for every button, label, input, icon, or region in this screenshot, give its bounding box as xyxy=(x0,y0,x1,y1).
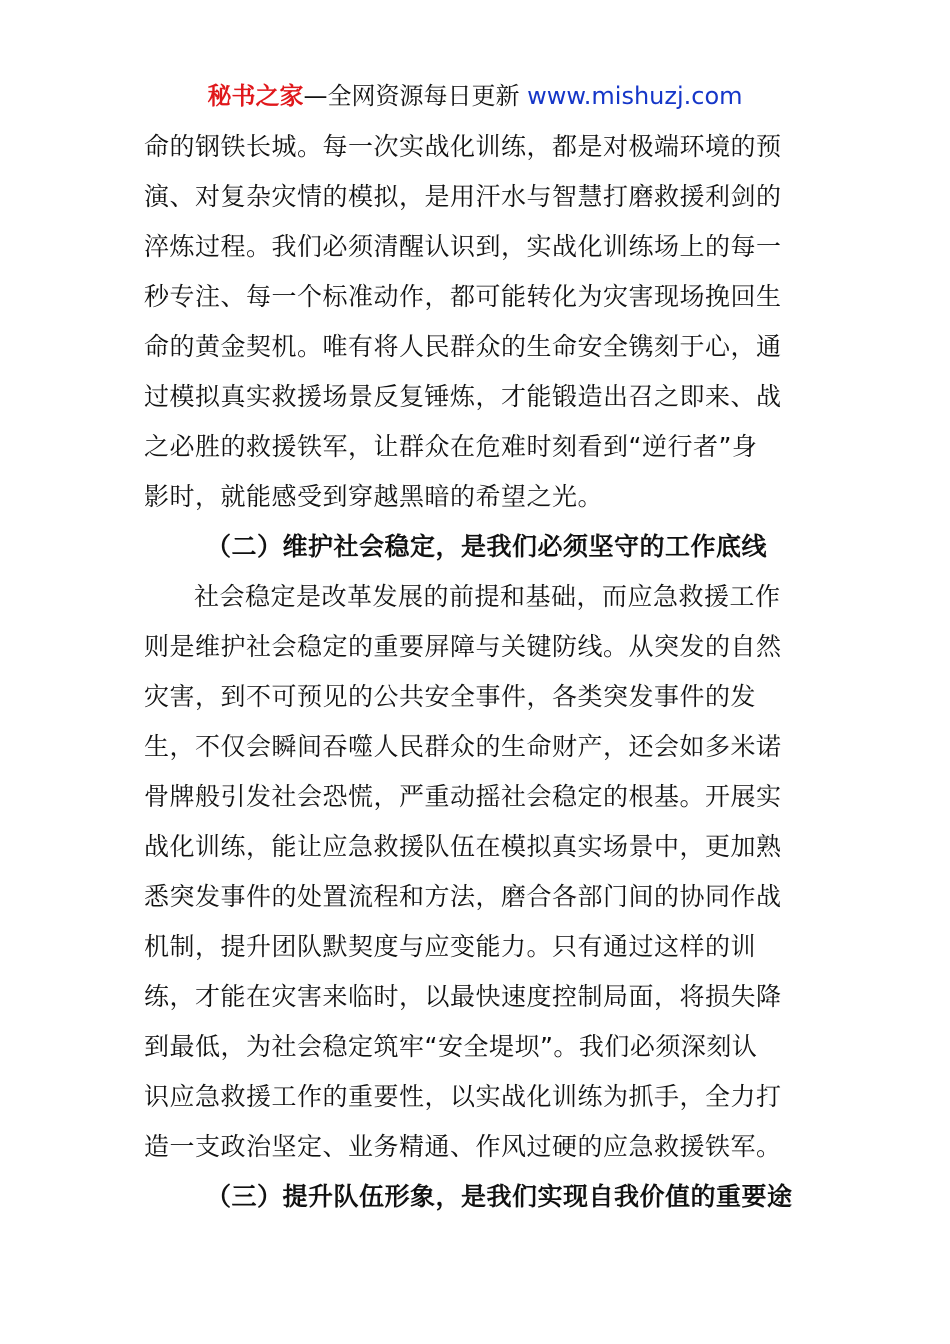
site-slogan: —全网资源每日更新 xyxy=(303,82,528,110)
paragraph-line: 悉突发事件的处置流程和方法，磨合各部门间的协同作战 xyxy=(144,882,782,911)
paragraph-line: 灾害，到不可预见的公共安全事件，各类突发事件的发 xyxy=(144,682,757,711)
paragraph-line: 练，才能在灾害来临时，以最快速度控制局面，将损失降 xyxy=(144,982,782,1011)
site-brand: 秘书之家 xyxy=(207,82,304,110)
paragraph-line: 命的黄金契机。唯有将人民群众的生命安全镌刻于心，通 xyxy=(144,332,782,361)
paragraph-line: 造一支政治坚定、业务精通、作风过硬的应急救援铁军。 xyxy=(144,1132,782,1161)
paragraph-line: 骨牌般引发社会恐慌，严重动摇社会稳定的根基。开展实 xyxy=(144,782,782,811)
paragraph-line: 战化训练，能让应急救援队伍在模拟真实场景中，更加熟 xyxy=(144,832,782,861)
site-url[interactable]: www.mishuzj.com xyxy=(527,82,743,110)
paragraph-line: 影时，就能感受到穿越黑暗的希望之光。 xyxy=(144,482,604,511)
paragraph-line: 秒专注、每一个标准动作，都可能转化为灾害现场挽回生 xyxy=(144,282,782,311)
paragraph-line: 则是维护社会稳定的重要屏障与关键防线。从突发的自然 xyxy=(144,632,782,661)
paragraph-line: 到最低，为社会稳定筑牢“安全堤坝”。我们必须深刻认 xyxy=(144,1032,758,1061)
paragraph-line: 生，不仅会瞬间吞噬人民群众的生命财产，还会如多米诺 xyxy=(144,732,782,761)
paragraph-line: 命的钢铁长城。每一次实战化训练，都是对极端环境的预 xyxy=(144,132,782,161)
section-heading: （二）维护社会稳定，是我们必须坚守的工作底线 xyxy=(206,532,768,561)
paragraph-line: 演、对复杂灾情的模拟，是用汗水与智慧打磨救援利剑的 xyxy=(144,182,782,211)
paragraph-line: 识应急救援工作的重要性，以实战化训练为抓手，全力打 xyxy=(144,1082,782,1111)
paragraph-line: 过模拟真实救援场景反复锤炼，才能锻造出召之即来、战 xyxy=(144,382,782,411)
paragraph-line: 社会稳定是改革发展的前提和基础，而应急救援工作 xyxy=(194,582,781,611)
paragraph-line: 淬炼过程。我们必须清醒认识到，实战化训练场上的每一 xyxy=(144,232,782,261)
page-header xyxy=(0,78,950,114)
paragraph-line: 之必胜的救援铁军，让群众在危难时刻看到“逆行者”身 xyxy=(144,432,758,461)
section-heading: （三）提升队伍形象，是我们实现自我价值的重要途 xyxy=(206,1182,793,1211)
document-body xyxy=(144,122,808,1222)
paragraph-line: 机制，提升团队默契度与应变能力。只有通过这样的训 xyxy=(144,932,757,961)
